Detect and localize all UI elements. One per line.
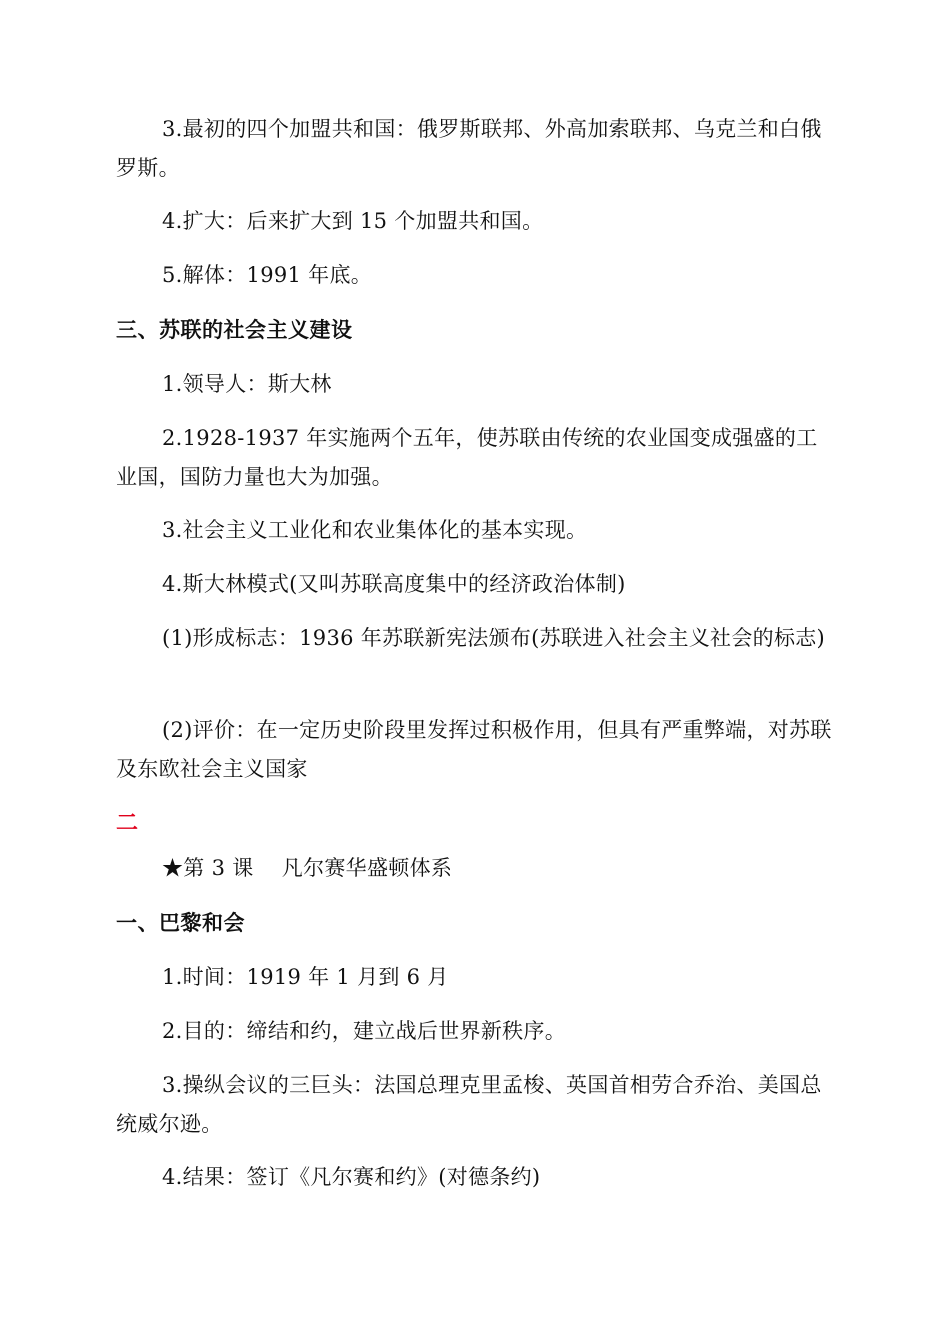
lesson-title: ★第 3 课 凡尔赛华盛顿体系 <box>162 856 453 880</box>
heading-soviet-socialist-construction: 三、苏联的社会主义建设 <box>116 318 353 342</box>
paragraph-stalin-model: 4.斯大林模式(又叫苏联高度集中的经济政治体制) <box>162 572 626 596</box>
paragraph-five-year-plans: 2.1928-1937 年实施两个五年，使苏联由传统的农业国变成强盛的工业国，国防力量也大为加强。 <box>116 426 818 489</box>
paragraph-leader: 1.领导人：斯大林 <box>162 372 332 396</box>
paragraph-dissolution: 5.解体：1991 年底。 <box>162 263 373 287</box>
heading-paris-peace-conference: 一、巴黎和会 <box>116 911 245 935</box>
paragraph-formation-mark: (1)形成标志：1936 年苏联新宪法颁布(苏联进入社会主义社会的标志) <box>162 626 826 650</box>
paragraph-expansion: 4.扩大：后来扩大到 15 个加盟共和国。 <box>162 209 544 233</box>
paragraph-founding-republics: 3.最初的四个加盟共和国：俄罗斯联邦、外高加索联邦、乌克兰和白俄罗斯。 <box>116 117 822 180</box>
paragraph-result: 4.结果：签订《凡尔赛和约》(对德条约) <box>162 1165 541 1189</box>
red-section-mark: 二 <box>116 811 139 836</box>
paragraph-evaluation: (2)评价：在一定历史阶段里发挥过积极作用，但具有严重弊端，对苏联及东欧社会主义国家 <box>116 718 832 781</box>
paragraph-time: 1.时间：1919 年 1 月到 6 月 <box>162 965 449 989</box>
paragraph-purpose: 2.目的：缔结和约，建立战后世界新秩序。 <box>162 1019 567 1043</box>
paragraph-big-three: 3.操纵会议的三巨头：法国总理克里孟梭、英国首相劳合乔治、美国总统威尔逊。 <box>116 1073 822 1136</box>
paragraph-industrialization: 3.社会主义工业化和农业集体化的基本实现。 <box>162 518 588 542</box>
